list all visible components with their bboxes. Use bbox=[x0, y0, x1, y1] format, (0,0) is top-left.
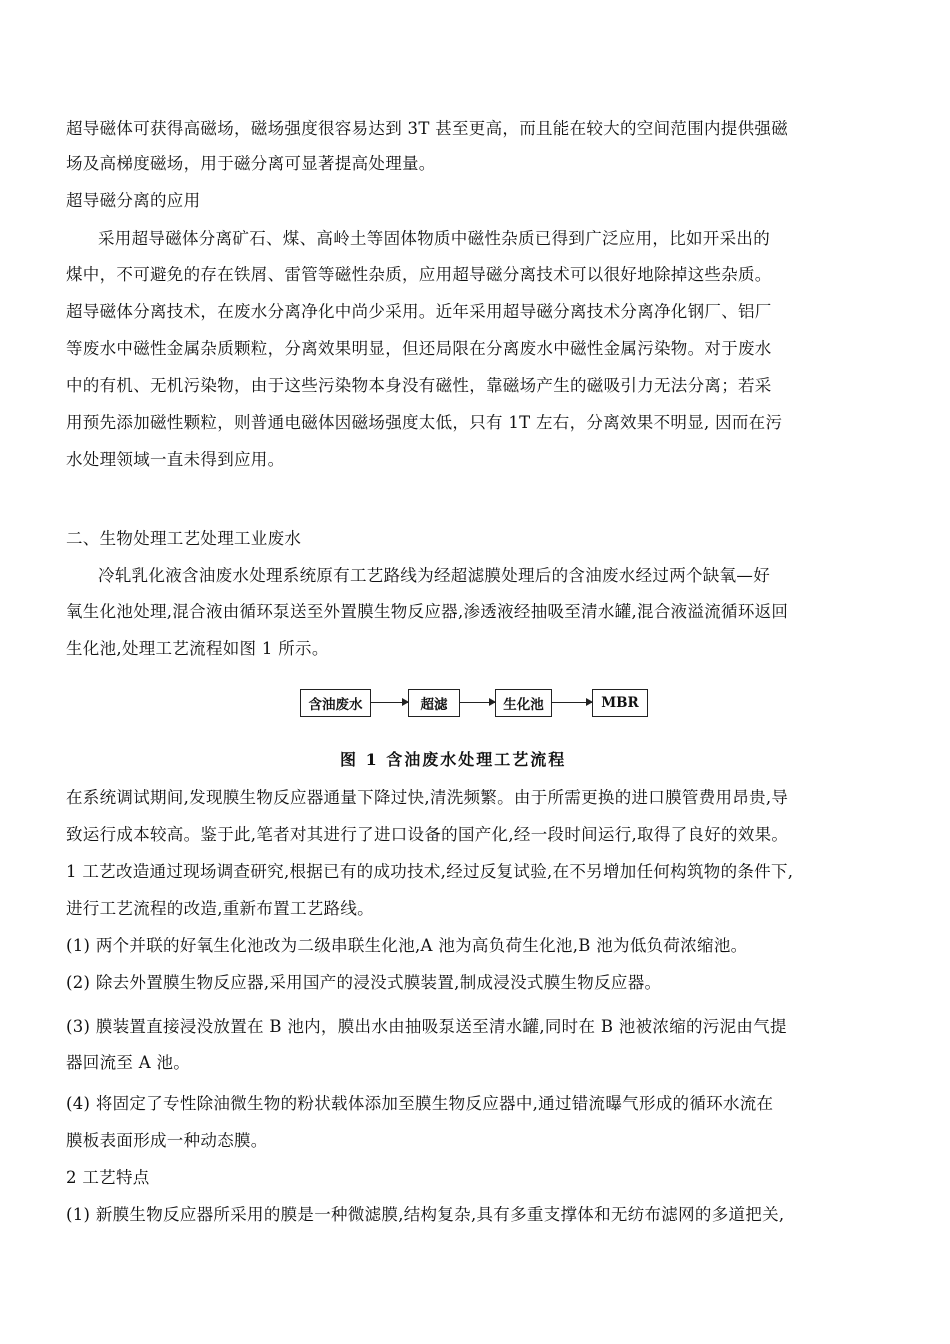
list-item: (4) 将固定了专性除油微生物的粉状载体添加至膜生物反应器中,通过错流曝气形成的循环水流在 bbox=[66, 1094, 774, 1113]
text-line: 器回流至 A 池。 bbox=[66, 1053, 191, 1072]
text-line: 冷轧乳化液含油废水处理系统原有工艺路线为经超滤膜处理后的含油废水经过两个缺氧—好 bbox=[98, 566, 770, 585]
text-line: 超导磁体可获得高磁场，磁场强度很容易达到 3T 甚至更高，而且能在较大的空间范围内提供强磁 bbox=[66, 119, 788, 138]
flow-arrow bbox=[552, 702, 592, 703]
text-line: 膜板表面形成一种动态膜。 bbox=[66, 1131, 268, 1150]
flow-box-ultrafiltration: 超滤 bbox=[408, 689, 460, 717]
text-line: 生化池,处理工艺流程如图 1 所示。 bbox=[66, 639, 329, 658]
flow-box-oily-wastewater: 含油废水 bbox=[300, 689, 371, 717]
list-item: (3) 膜装置直接浸没放置在 B 池内，膜出水由抽吸泵送至清水罐,同时在 B 池被浓缩的污泥由气提 bbox=[66, 1017, 787, 1036]
figure-caption: 图 1 含油废水处理工艺流程 bbox=[340, 750, 567, 769]
text-line: 煤中，不可避免的存在铁屑、雷管等磁性杂质，应用超导磁分离技术可以很好地除掉这些杂质。 bbox=[66, 265, 772, 284]
flow-arrow bbox=[371, 702, 408, 703]
list-item: (2) 除去外置膜生物反应器,采用国产的浸没式膜装置,制成浸没式膜生物反应器。 bbox=[66, 973, 662, 992]
flow-box-biochemical-tank: 生化池 bbox=[495, 689, 552, 717]
text-line: 在系统调试期间,发现膜生物反应器通量下降过快,清洗频繁。由于所需更换的进口膜管费用昂贵,导 bbox=[66, 788, 789, 807]
text-line: 超导磁体分离技术，在废水分离净化中尚少采用。近年采用超导磁分离技术分离净化钢厂、铝厂 bbox=[66, 302, 772, 321]
text-line: 场及高梯度磁场，用于磁分离可显著提高处理量。 bbox=[66, 154, 436, 173]
flow-box-mbr: MBR bbox=[592, 689, 648, 717]
text-line: 采用超导磁体分离矿石、煤、高岭土等固体物质中磁性杂质已得到广泛应用，比如开采出的 bbox=[98, 229, 770, 248]
text-line: 用预先添加磁性颗粒，则普通电磁体因磁场强度太低，只有 1T 左右，分离效果不明显, 因而在污 bbox=[66, 413, 783, 432]
process-flow-diagram bbox=[300, 685, 650, 725]
section-heading: 超导磁分离的应用 bbox=[66, 191, 201, 210]
list-item: (1) 两个并联的好氧生化池改为二级串联生化池,A 池为高负荷生化池,B 池为低负荷浓缩池。 bbox=[66, 936, 748, 955]
section-heading: 2 工艺特点 bbox=[66, 1168, 150, 1187]
text-line: 1 工艺改造通过现场调查研究,根据已有的成功技术,经过反复试验,在不另增加任何构筑物的条件下, bbox=[66, 862, 794, 881]
text-line: 水处理领域一直未得到应用。 bbox=[66, 450, 285, 469]
text-line: 致运行成本较高。鉴于此,笔者对其进行了进口设备的国产化,经一段时间运行,取得了良好的效果。 bbox=[66, 825, 789, 844]
flow-arrow bbox=[460, 702, 495, 703]
text-line: 氧生化池处理,混合液由循环泵送至外置膜生物反应器,渗透液经抽吸至清水罐,混合液溢流循环返回 bbox=[66, 602, 789, 621]
text-line: 中的有机、无机污染物，由于这些污染物本身没有磁性，靠磁场产生的磁吸引力无法分离；若采 bbox=[66, 376, 772, 395]
text-line: 等废水中磁性金属杂质颗粒，分离效果明显，但还局限在分离废水中磁性金属污染物。对于废水 bbox=[66, 339, 772, 358]
text-line: 进行工艺流程的改造,重新布置工艺路线。 bbox=[66, 899, 374, 918]
list-item: (1) 新膜生物反应器所采用的膜是一种微滤膜,结构复杂,具有多重支撑体和无纺布滤网的多道把关, bbox=[66, 1205, 785, 1224]
section-heading: 二、生物处理工艺处理工业废水 bbox=[66, 529, 302, 548]
